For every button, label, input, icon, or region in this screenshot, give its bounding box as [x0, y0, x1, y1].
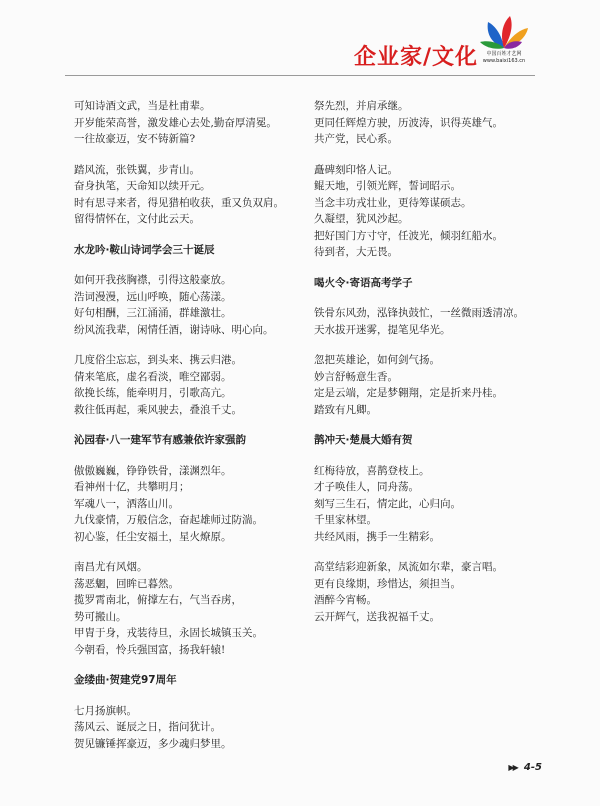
right-column: [314, 98, 544, 639]
poem-line: 铁骨东风劲，泓锋执鼓忙，一丝微雨透清凉。: [314, 307, 524, 319]
poem-line: 把好国门方寸守，任波光，倾羽红船水。: [314, 229, 503, 242]
poem-line: 当念丰功戎壮业，更待筹谋硕志。: [314, 196, 472, 209]
poem-line: 浩词漫漫，远山呼唤，随心荡漾。: [74, 290, 232, 303]
poem-stanza: [314, 559, 544, 625]
poem-line: 初心鉴，任尘安福土，星火燎原。: [74, 530, 232, 543]
logo-caption-url: www.baixi163.cn: [482, 58, 526, 64]
poem-line: 甲胄于身，戎装待旦，永固长城镇玉关。: [74, 627, 263, 639]
poem-line: 定是云端，定是梦翱翔，定是折来丹桂。: [314, 387, 503, 399]
poem-line: 久凝望，犹风沙起。: [314, 213, 409, 225]
poem-stanza: [74, 162, 296, 228]
poem-line: 更同任辉煌方驶，历波涛，识得英雄气。: [314, 116, 503, 129]
section-title: 企业家/文化: [353, 45, 478, 70]
poem-line: 红梅待放，喜鹊登枝上。: [314, 464, 430, 477]
poem-line: 可知诗酒文武，当是杜甫辈。: [74, 100, 211, 112]
page-arrows-icon: ▶▶: [508, 763, 517, 772]
poem-stanza: [74, 272, 296, 338]
poem-title: 鹊冲天·楚晨大婚有贺: [314, 434, 413, 446]
poem-line: 奋身执笔，天命知以续开元。: [74, 180, 211, 192]
poem-line: 荡风云、诞辰之日，指问犹计。: [74, 721, 221, 733]
poem-line: 鲲天地，引领光辉，誓词昭示。: [314, 180, 461, 192]
poem-stanza: [74, 352, 296, 418]
poem-line: 荡恶魍，回眸已暮然。: [74, 577, 179, 590]
poem-stanza: [314, 162, 544, 261]
poem-line: 贺见镰锤挥豪迈，多少魂归梦里。: [74, 737, 232, 750]
poem-stanza: [314, 352, 544, 418]
poem-line: 七月扬旗帜。: [74, 704, 137, 717]
poem-line: 好句相酬，三江涌涌，群雄激壮。: [74, 307, 232, 319]
poem-stanza: [74, 559, 296, 658]
poem-line: 今朝看，怜兵强国富，扬我轩辕!: [74, 643, 226, 656]
poem-line: 势可搬山。: [74, 610, 127, 623]
poem-line: 踏风流，张铁翼，步青山。: [74, 163, 200, 176]
poem-line: 几度俗尘忘忘，到头来、携云归港。: [74, 354, 242, 366]
poem-line: 天水拔开迷雾，提笔见华光。: [314, 323, 451, 336]
poem-title: 沁园春·八一建军节有感兼依许家强韵: [74, 434, 246, 446]
poem-line: 开岁能荣高誉，激发雄心去处,勤奋厚清冕。: [74, 116, 277, 129]
poem-title: 水龙吟·鞍山诗词学会三十诞辰: [74, 243, 215, 256]
logo-caption-name: 中国百姓才艺网: [486, 51, 522, 57]
page-number: 4-5: [523, 762, 542, 773]
poem-line: 南昌尤有风烟。: [74, 561, 148, 573]
poem-line: 九伐豪情，万般信念，奋起雄师过防湍。: [74, 514, 263, 526]
poem-line: 纷风流我辈，闲情任酒，谢诗咏、明心向。: [74, 323, 274, 336]
poem-line: 云开辉气，送我祝福千丈。: [314, 610, 440, 623]
poem-line: 如何开我孩胸襟，引得这般豪放。: [74, 274, 232, 286]
poem-line: 高堂结彩迎新象，凤流如尔辈，豪言唱。: [314, 561, 503, 573]
poem-line: 酒醉今宵畅。: [314, 594, 377, 606]
poem-line: 一往故豪迈，安不铸新篇?: [74, 133, 196, 145]
poem-line: 倩来笔底，虚名看淡，唯空鄙弱。: [74, 370, 232, 383]
page-footer: [508, 762, 542, 773]
poem-line: 待到者，大无畏。: [314, 246, 398, 258]
poem-line: 才子唤佳人，同舟荡。: [314, 481, 419, 493]
poem-line: 妙言舒畅意生香。: [314, 370, 398, 383]
poem-line: 傲傲巍巍，铮铮铁骨，漾渊烈年。: [74, 464, 232, 477]
poem-stanza: [74, 463, 296, 546]
header-divider: [65, 75, 535, 76]
poem-line: 更有良缘期，珍惜达，须担当。: [314, 577, 461, 590]
poem-title: 金缕曲·贺建党97周年: [74, 674, 177, 686]
poem-line: 留得情怀在，文付此云天。: [74, 213, 200, 225]
poem-line: 看神州十亿，共攀明月；: [74, 481, 190, 493]
poem-line: 共经风雨，携手一生精彩。: [314, 530, 440, 543]
poem-stanza: [314, 463, 544, 546]
poem-stanza: [314, 98, 544, 148]
left-column: [74, 98, 296, 766]
flower-logo-icon: [478, 14, 530, 50]
page-header: [0, 0, 600, 78]
poem-line: 祭先烈，并肩承继。: [314, 100, 409, 112]
poem-line: 救往低再起，乘风驶去，叠浪千丈。: [74, 403, 242, 416]
poem-line: 共产党，民心系。: [314, 133, 398, 145]
poem-line: 揽罗霄南北，俯撑左右，气当吞虏，: [74, 594, 242, 606]
poem-line: 刻写三生石，情定此，心归向。: [314, 497, 461, 510]
poem-line: 欲挽长练，能牵明月，引歌高亢。: [74, 387, 232, 399]
poem-line: 时有思寻来者，得见猎柏收获，重又负双肩。: [74, 196, 284, 209]
poem-title: 喝火令·寄语高考学子: [314, 276, 413, 289]
poem-stanza: [314, 305, 544, 338]
poem-line: 矗碑刻印恪人记。: [314, 163, 398, 176]
poem-line: 千里家林望。: [314, 514, 377, 526]
poem-line: 军魂八一，洒落山川。: [74, 497, 179, 510]
poem-line: 踏致有凡卿。: [314, 403, 377, 416]
poem-stanza: [74, 703, 296, 753]
poem-stanza: [74, 98, 296, 148]
logo-caption: [472, 51, 536, 65]
poem-line: 忽把英雄论，如何剑气扬。: [314, 354, 440, 366]
